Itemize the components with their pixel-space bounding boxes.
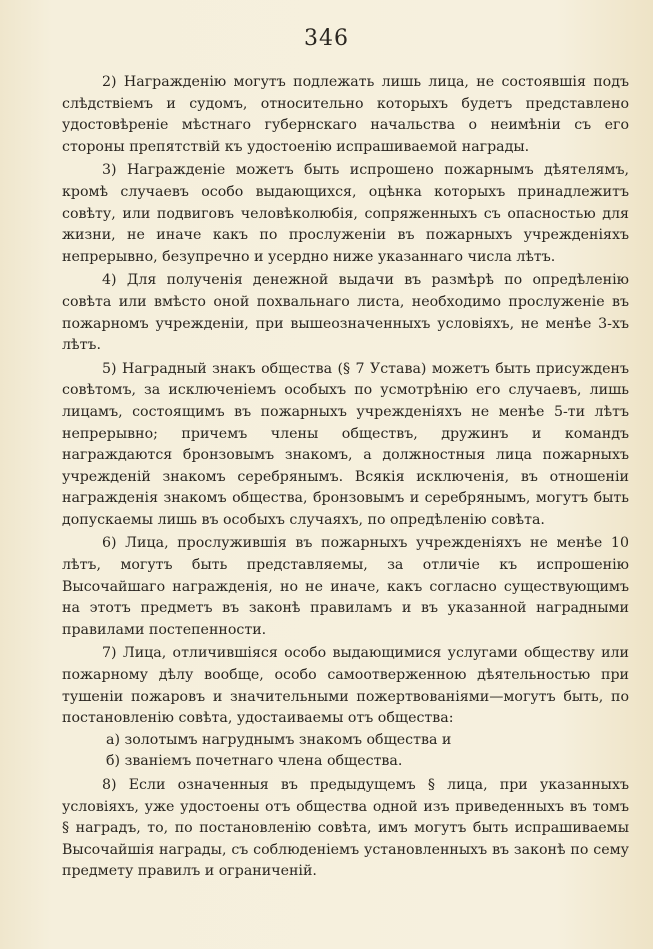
- page-number: 346: [304, 26, 349, 51]
- page-text: [62, 72, 629, 883]
- paragraph-6: 6) Лица, прослужившія въ пожарныхъ учрежденіяхъ не менѣе 10 лѣтъ, могутъ быть представляемы, за отличіе къ испрошенію Высочайшаго награжденія, но не иначе, какъ согласно существующимъ на этотъ предметъ въ законѣ правиламъ и въ указанной наградными правилами постепенности.: [62, 535, 629, 638]
- paragraph-8: 8) Если означенныя въ предыдущемъ § лица, при указанныхъ условіяхъ, уже удостоены отъ общества одной изъ приведенныхъ въ томъ § наградъ, то, по постановленію совѣта, имъ могутъ быть испрашиваемы Высочайшія награды, съ соблюденіемъ установленныхъ въ законѣ по сему предмету правилъ и ограниченій.: [62, 777, 629, 880]
- paragraph-2: 2) Награжденію могутъ подлежать лишь лица, не состоявшія подъ слѣдствіемъ и судомъ, относительно которыхъ будетъ представлено удостовѣреніе мѣстнаго губернскаго начальства о неимѣніи съ его стороны препятствій къ удостоенію испрашиваемой награды.: [62, 74, 629, 155]
- paragraph-3: 3) Награжденіе можетъ быть испрошено пожарнымъ дѣятелямъ, кромѣ случаевъ особо выдающихся, оцѣнка которыхъ принадлежитъ совѣту, или подвиговъ человѣколюбія, сопряженныхъ съ опасностью для жизни, не иначе какъ по прослуженіи въ пожарныхъ учрежденіяхъ непрерывно, безупречно и усердно ниже указаннаго числа лѣтъ.: [62, 162, 629, 265]
- paragraph-5: 5) Наградный знакъ общества (§ 7 Устава) можетъ быть присужденъ совѣтомъ, за исключеніемъ особыхъ по усмотрѣнію его случаевъ, лишь лицамъ, состоящимъ въ пожарныхъ учрежденіяхъ не менѣе 5-ти лѣтъ непрерывно; причемъ члены обществъ, дружинъ и командъ награждаются бронзовымъ знакомъ, а должностныя лица пожарныхъ учрежденій знакомъ серебрянымъ. Всякія исключенія, въ отношеніи награжденія знакомъ общества, бронзовымъ и серебрянымъ, могутъ быть допускаемы лишь въ особыхъ случаяхъ, по опредѣленію совѣта.: [62, 360, 629, 528]
- paragraph-7: 7) Лица, отличившіяся особо выдающимися услугами обществу или пожарному дѣлу вообще, особо самоотверженною дѣятельностью при тушеніи пожаровъ и значительными пожертвованіями—могутъ быть, по постановленію совѣта, удостаиваемы отъ общества:: [62, 645, 629, 727]
- sub-item-a: а) золотымъ нагруднымъ знакомъ общества и: [106, 731, 452, 748]
- paragraph-4: 4) Для полученія денежной выдачи въ размѣрѣ по опредѣленію совѣта или вмѣсто оной похвальнаго листа, необходимо прослуженіе въ пожарномъ учрежденіи, при вышеозначенныхъ условіяхъ, не менѣе 3-хъ лѣтъ.: [62, 272, 629, 354]
- sub-item-b: б) званіемъ почетнаго члена общества.: [106, 753, 403, 770]
